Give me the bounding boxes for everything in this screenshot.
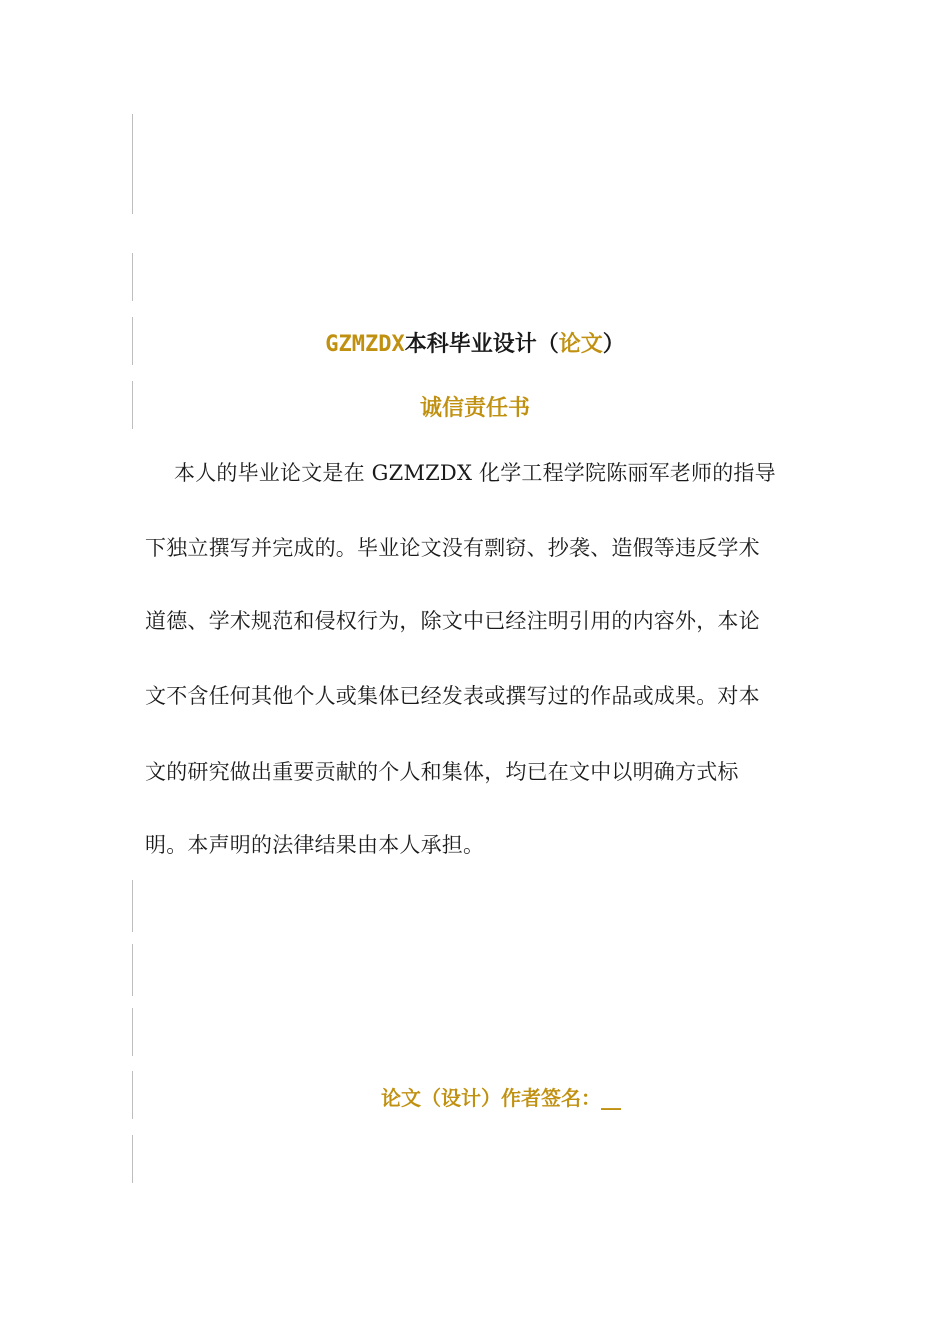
- statement-line: 道德、学术规范和侵权行为，除文中已经注明引用的内容外，本论: [145, 609, 760, 633]
- title-paren-word: 论文: [558, 332, 603, 357]
- statement-line: 本人的毕业论文是在 GZMZDX 化学工程学院陈丽军老师的指导: [174, 461, 776, 485]
- margin-mark: [132, 1071, 133, 1119]
- statement-line: 明。本声明的法律结果由本人承担。: [145, 833, 485, 857]
- statement-line: 文的研究做出重要贡献的个人和集体，均已在文中以明确方式标: [145, 760, 739, 784]
- title-close-paren: ）: [602, 332, 625, 357]
- author-signature-label: 论文（设计）作者签名：__: [381, 1086, 621, 1110]
- margin-mark: [132, 944, 133, 996]
- statement-line: 文不含任何其他个人或集体已经发表或撰写过的作品或成果。对本: [145, 684, 760, 708]
- title-main: 本科毕业设计（: [404, 332, 559, 357]
- margin-mark: [132, 253, 133, 301]
- statement-line: 下独立撰写并完成的。毕业论文没有剽窃、抄袭、造假等违反学术: [145, 536, 760, 560]
- margin-mark: [132, 880, 133, 932]
- document-subtitle: 诚信责任书: [419, 396, 530, 421]
- margin-mark: [132, 114, 133, 214]
- title-school: GZMZDX: [325, 332, 405, 357]
- document-title: [0, 330, 950, 360]
- margin-mark: [132, 1135, 133, 1183]
- margin-mark: [132, 1008, 133, 1056]
